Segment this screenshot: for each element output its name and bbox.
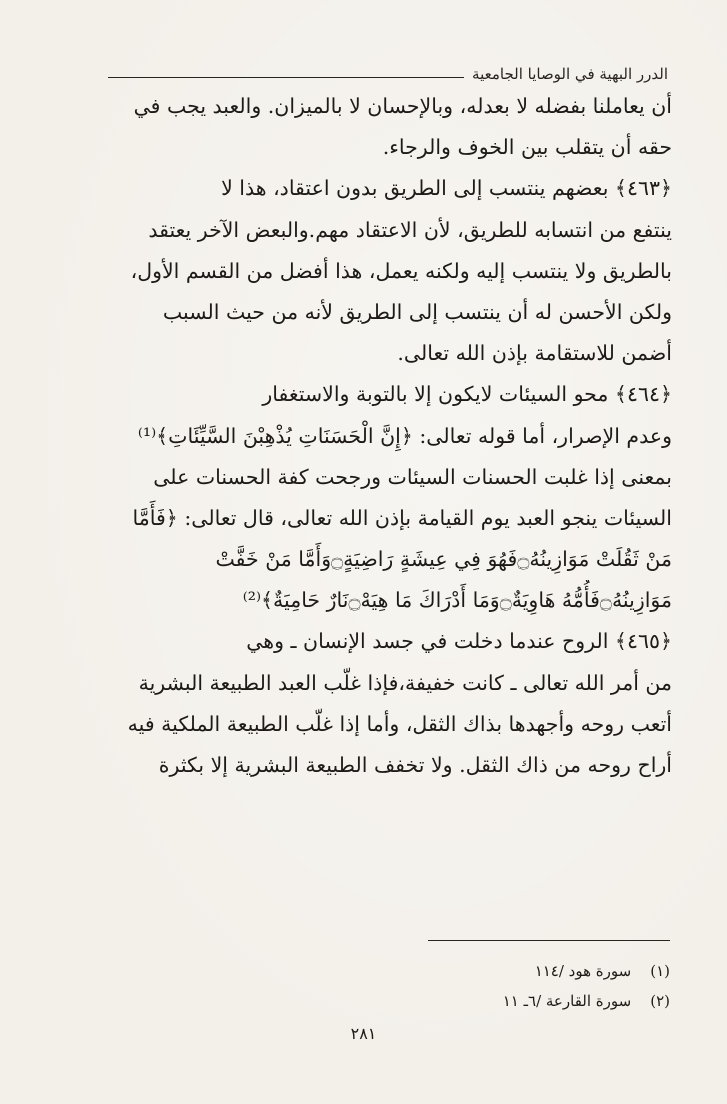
body-line: ﴿٤٦٤﴾ محو السيئات لايكون إلا بالتوبة والاستغفار bbox=[262, 382, 672, 407]
body-line: بمعنى إذا غلبت الحسنات السيئات ورجحت كفة الحسنات على bbox=[153, 464, 672, 489]
body-line: مَوَازِينُهُ۝فَأُمُّهُ هَاوِيَةٌ۝وَمَا أَدْرَاكَ مَا هِيَهْ۝نَارٌ حَامِيَةٌ﴾⁽²⁾ bbox=[242, 588, 672, 613]
body-line: وعدم الإصرار، أما قوله تعالى: ﴿إِنَّ الْحَسَنَاتِ يُذْهِبْنَ السَّيِّئَاتِ﴾⁽¹⁾ bbox=[137, 423, 672, 448]
running-head bbox=[108, 62, 668, 86]
footnote-number: (١) bbox=[650, 962, 670, 980]
page-number: ٢٨١ bbox=[350, 1024, 377, 1043]
body-line: ﴿٤٦٥﴾ الروح عندما دخلت في جسد الإنسان ـ وهي bbox=[246, 629, 672, 654]
body-line: من أمر الله تعالى ـ كانت خفيفة،فإذا غلّب العبد الطبيعة البشرية bbox=[138, 670, 672, 695]
body-line: بالطريق ولا ينتسب إليه ولكنه يعمل، هذا أفضل من القسم الأول، bbox=[130, 258, 672, 283]
footnote bbox=[300, 986, 670, 1016]
footnote-text: سورة هود /١١٤ bbox=[534, 962, 632, 980]
footnote-text: سورة القارعة /٦ـ ١١ bbox=[502, 992, 632, 1010]
footnotes bbox=[300, 956, 670, 1016]
running-head-rule bbox=[108, 77, 464, 78]
running-head-title: الدرر البهية في الوصايا الجامعية bbox=[472, 65, 668, 83]
body-line: ولكن الأحسن له أن ينتسب إلى الطريق لأنه من حيث السبب bbox=[162, 299, 672, 324]
body-line: أن يعاملنا بفضله لا بعدله، وبالإحسان لا بالميزان. والعبد يجب في bbox=[133, 94, 672, 118]
body-line: مَنْ ثَقُلَتْ مَوَازِينُهُ۝فَهُوَ فِي عِيشَةٍ رَاضِيَةٍ۝وَأَمَّا مَنْ خَفَّتْ bbox=[215, 547, 672, 572]
footnote-number: (٢) bbox=[650, 992, 670, 1010]
body-text bbox=[102, 86, 672, 786]
footnote bbox=[300, 956, 670, 986]
body-line: أضمن للاستقامة بإذن الله تعالى. bbox=[397, 341, 672, 366]
body-line: السيئات ينجو العبد يوم القيامة بإذن الله تعالى، قال تعالى: ﴿فَأَمَّا bbox=[132, 505, 672, 530]
body-line: ﴿٤٦٣﴾ بعضهم ينتسب إلى الطريق بدون اعتقاد، هذا لا bbox=[221, 176, 672, 201]
footnote-separator bbox=[428, 940, 670, 941]
body-line: حقه أن يتقلب بين الخوف والرجاء. bbox=[382, 135, 672, 160]
body-line: ينتفع من انتسابه للطريق، لأن الاعتقاد مهم.والبعض الآخر يعتقد bbox=[148, 217, 672, 242]
body-line: أتعب روحه وأجهدها بذاك الثقل، وأما إذا غلّب الطبيعة الملكية فيه bbox=[127, 711, 672, 736]
body-line: أراح روحه من ذاك الثقل. ولا تخفف الطبيعة البشرية إلا بكثرة bbox=[158, 753, 672, 777]
